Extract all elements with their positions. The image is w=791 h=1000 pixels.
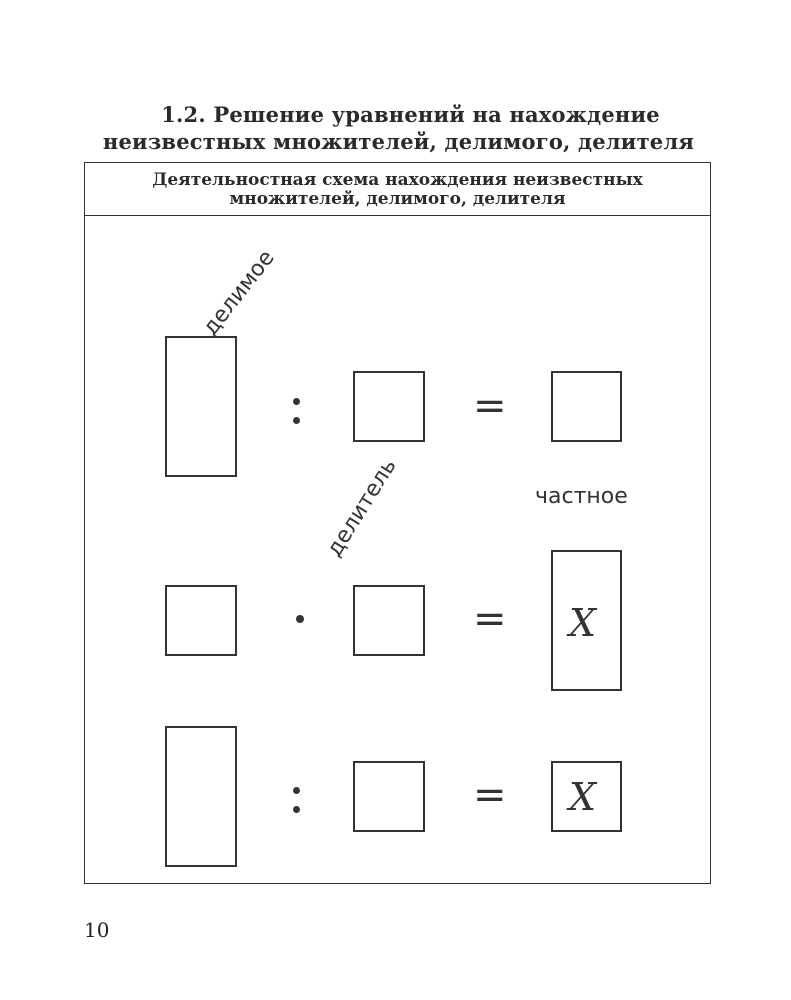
divisor-box-row1 xyxy=(353,371,425,442)
dividend-box-row1 xyxy=(165,336,237,477)
scheme-header xyxy=(84,162,711,216)
equals-sign-row3: = xyxy=(473,772,507,818)
divisor-box-row3 xyxy=(353,761,425,832)
quotient-box-row1 xyxy=(551,371,622,442)
multiplication-sign-row2 xyxy=(296,615,304,623)
equals-sign-row2: = xyxy=(473,596,507,642)
section-title-line-1: 1.2. Решение уравнений на нахождение xyxy=(161,102,660,127)
quotient-label: частное xyxy=(535,484,628,509)
section-title-line-2: неизвестных множителей, делимого, делителя xyxy=(102,129,695,154)
scheme-header-line-2: множителей, делимого, делителя xyxy=(229,189,566,209)
scheme-header-line-1: Деятельностная схема нахождения неизвестных xyxy=(152,170,643,190)
factor-box-row2 xyxy=(165,585,237,656)
division-sign-row1 xyxy=(293,398,300,424)
page-number: 10 xyxy=(84,918,110,942)
section-title xyxy=(0,101,791,155)
unknown-x-row2: X xyxy=(569,601,597,645)
dividend-label: делимое xyxy=(198,245,280,341)
dividend-box-row3 xyxy=(165,726,237,867)
divisor-label: делитель xyxy=(322,454,402,562)
division-sign-row3 xyxy=(293,787,300,813)
unknown-x-row3: X xyxy=(569,775,597,819)
equals-sign-row1: = xyxy=(473,383,507,429)
divisor-box-row2 xyxy=(353,585,425,656)
